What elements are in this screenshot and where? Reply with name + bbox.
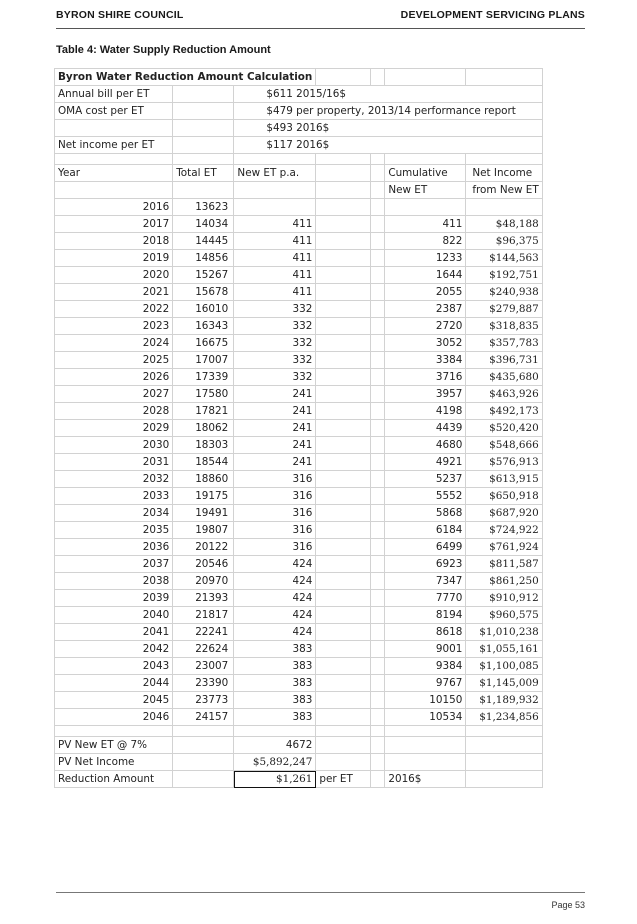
cell-year: 2024 [55,335,173,352]
cell-new-et: 411 [234,216,316,233]
cell-year: 2033 [55,488,173,505]
cell-cumulative-new-et: 9384 [385,658,466,675]
cell-year: 2044 [55,675,173,692]
cell-total-et: 16675 [173,335,234,352]
cell-net-income: $687,920 [466,505,542,522]
cell-total-et: 23390 [173,675,234,692]
cell-new-et: 316 [234,488,316,505]
cell-new-et: 383 [234,709,316,726]
table-row [55,471,543,488]
cell-total-et: 19807 [173,522,234,539]
cell-cumulative-new-et: 3957 [385,386,466,403]
cell-total-et: 14856 [173,250,234,267]
cell-year: 2016 [55,199,173,216]
cell-cumulative-new-et: 10534 [385,709,466,726]
cell-year: 2022 [55,301,173,318]
table-row [55,250,543,267]
cell-new-et: 332 [234,301,316,318]
cell-total-et: 22241 [173,624,234,641]
cell-total-et: 20122 [173,539,234,556]
cell-net-income [466,199,542,216]
cell-cumulative-new-et: 5552 [385,488,466,505]
cell-new-et: 241 [234,454,316,471]
cell-net-income: $861,250 [466,573,542,590]
reduction-amount-label: Reduction Amount [55,771,173,788]
cell-net-income: $724,922 [466,522,542,539]
oma-label: OMA cost per ET [55,103,173,120]
cell-year: 2031 [55,454,173,471]
cell-year: 2039 [55,590,173,607]
cell-net-income: $1,055,161 [466,641,542,658]
cell-net-income: $396,731 [466,352,542,369]
cell-year: 2037 [55,556,173,573]
reduction-unit: per ET [316,771,371,788]
table-row [55,420,543,437]
table-title: Table 4: Water Supply Reduction Amount [56,44,271,56]
table-row [55,709,543,726]
cell-new-et: 424 [234,590,316,607]
cell-total-et: 16343 [173,318,234,335]
cell-new-et: 241 [234,403,316,420]
cell-total-et: 15267 [173,267,234,284]
cell-year: 2025 [55,352,173,369]
cell-year: 2043 [55,658,173,675]
cell-cumulative-new-et: 4921 [385,454,466,471]
cell-cumulative-new-et: 4439 [385,420,466,437]
cell-cumulative-new-et: 4198 [385,403,466,420]
cell-year: 2028 [55,403,173,420]
cell-year: 2040 [55,607,173,624]
table-row [55,641,543,658]
cell-total-et: 18544 [173,454,234,471]
cell-total-et: 18062 [173,420,234,437]
cell-year: 2027 [55,386,173,403]
cell-net-income: $1,100,085 [466,658,542,675]
oma-value: $479 per property, 2013/14 performance report [234,103,542,120]
cell-net-income: $576,913 [466,454,542,471]
table-row [55,216,543,233]
cell-cumulative-new-et: 5868 [385,505,466,522]
table-row [55,454,543,471]
cell-year: 2041 [55,624,173,641]
cell-net-income: $192,751 [466,267,542,284]
pv-net-income-value: $5,892,247 [234,754,316,771]
col-year: Year [55,165,173,182]
table-row [55,352,543,369]
cell-cumulative-new-et: 7770 [385,590,466,607]
col-net-income-2: from New ET [466,182,542,199]
table-row [55,505,543,522]
cell-net-income: $613,915 [466,471,542,488]
cell-new-et: 424 [234,556,316,573]
cell-new-et: 383 [234,658,316,675]
cell-net-income: $96,375 [466,233,542,250]
table-row [55,675,543,692]
cell-cumulative-new-et: 3052 [385,335,466,352]
cell-cumulative-new-et: 822 [385,233,466,250]
cell-total-et: 20546 [173,556,234,573]
cell-new-et: 411 [234,267,316,284]
table-row [55,692,543,709]
cell-year: 2030 [55,437,173,454]
cell-net-income: $910,912 [466,590,542,607]
cell-total-et: 13623 [173,199,234,216]
table-row [55,539,543,556]
table-row [55,522,543,539]
cell-cumulative-new-et: 2720 [385,318,466,335]
cell-total-et: 19491 [173,505,234,522]
cell-new-et: 411 [234,284,316,301]
cell-cumulative-new-et: 4680 [385,437,466,454]
cell-net-income: $240,938 [466,284,542,301]
cell-new-et: 332 [234,335,316,352]
cell-new-et: 424 [234,573,316,590]
cell-new-et: 316 [234,505,316,522]
cell-year: 2036 [55,539,173,556]
cell-net-income: $548,666 [466,437,542,454]
cell-year: 2035 [55,522,173,539]
cell-new-et: 316 [234,522,316,539]
reduction-amount-value: $1,261 [234,771,316,788]
cell-year: 2046 [55,709,173,726]
cell-total-et: 20970 [173,573,234,590]
footer-rule [56,892,585,893]
cell-net-income: $318,835 [466,318,542,335]
cell-year: 2017 [55,216,173,233]
table-row [55,590,543,607]
cell-year: 2038 [55,573,173,590]
col-net-income: Net Income [466,165,542,182]
table-row [55,301,543,318]
cell-net-income: $357,783 [466,335,542,352]
table-row [55,437,543,454]
cell-cumulative-new-et: 2387 [385,301,466,318]
page-number: Page 53 [551,900,585,910]
cell-year: 2021 [55,284,173,301]
cell-new-et: 241 [234,386,316,403]
net-income-label: Net income per ET [55,137,173,154]
pv-new-et-label: PV New ET @ 7% [55,737,173,754]
cell-year: 2020 [55,267,173,284]
cell-total-et: 14034 [173,216,234,233]
header-rule [56,28,585,29]
cell-cumulative-new-et: 6499 [385,539,466,556]
col-cumulative: Cumulative [385,165,466,182]
cell-net-income: $1,010,238 [466,624,542,641]
cell-cumulative-new-et: 5237 [385,471,466,488]
cell-net-income: $435,680 [466,369,542,386]
table-row [55,624,543,641]
cell-year: 2034 [55,505,173,522]
cell-total-et: 16010 [173,301,234,318]
cell-cumulative-new-et: 411 [385,216,466,233]
cell-net-income: $650,918 [466,488,542,505]
cell-cumulative-new-et: 8618 [385,624,466,641]
cell-new-et: 332 [234,369,316,386]
col-cumulative-2: New ET [385,182,466,199]
cell-new-et: 332 [234,318,316,335]
cell-net-income: $1,145,009 [466,675,542,692]
cell-total-et: 21393 [173,590,234,607]
cell-total-et: 19175 [173,488,234,505]
table-row [55,233,543,250]
cell-year: 2026 [55,369,173,386]
table-row [55,318,543,335]
table-row [55,658,543,675]
cell-total-et: 18303 [173,437,234,454]
cell-total-et: 14445 [173,233,234,250]
table-row [55,607,543,624]
cell-net-income: $1,189,932 [466,692,542,709]
cell-year: 2029 [55,420,173,437]
table-row [55,488,543,505]
cell-net-income: $144,563 [466,250,542,267]
cell-year: 2032 [55,471,173,488]
cell-new-et: 316 [234,539,316,556]
table-row [55,369,543,386]
table-row [55,199,543,216]
table-row [55,556,543,573]
pv-new-et-value: 4672 [234,737,316,754]
cell-net-income: $279,887 [466,301,542,318]
oma-value-2016: $493 2016$ [234,120,542,137]
reduction-basis: 2016$ [385,771,466,788]
cell-new-et: 241 [234,420,316,437]
cell-new-et: 424 [234,624,316,641]
cell-new-et: 383 [234,641,316,658]
cell-year: 2045 [55,692,173,709]
cell-cumulative-new-et: 10150 [385,692,466,709]
calc-heading: Byron Water Reduction Amount Calculation [55,69,316,86]
cell-total-et: 17821 [173,403,234,420]
cell-net-income: $1,234,856 [466,709,542,726]
col-new-et: New ET p.a. [234,165,316,182]
cell-cumulative-new-et: 1233 [385,250,466,267]
cell-new-et: 411 [234,250,316,267]
council-name: BYRON SHIRE COUNCIL [56,9,184,21]
cell-new-et: 316 [234,471,316,488]
table-row [55,267,543,284]
cell-new-et [234,199,316,216]
cell-total-et: 24157 [173,709,234,726]
table-row [55,386,543,403]
annual-bill-value: $611 2015/16$ [234,86,542,103]
cell-net-income: $960,575 [466,607,542,624]
table-row [55,403,543,420]
cell-new-et: 411 [234,233,316,250]
cell-new-et: 332 [234,352,316,369]
cell-new-et: 383 [234,675,316,692]
cell-new-et: 383 [234,692,316,709]
cell-year: 2023 [55,318,173,335]
annual-bill-label: Annual bill per ET [55,86,173,103]
cell-cumulative-new-et: 3716 [385,369,466,386]
table-row [55,335,543,352]
cell-year: 2019 [55,250,173,267]
cell-cumulative-new-et: 6923 [385,556,466,573]
cell-total-et: 23773 [173,692,234,709]
table-row [55,573,543,590]
cell-net-income: $463,926 [466,386,542,403]
col-total-et: Total ET [173,165,234,182]
cell-cumulative-new-et: 3384 [385,352,466,369]
cell-cumulative-new-et [385,199,466,216]
table-row [55,284,543,301]
cell-total-et: 21817 [173,607,234,624]
cell-total-et: 22624 [173,641,234,658]
cell-total-et: 23007 [173,658,234,675]
pv-net-income-label: PV Net Income [55,754,173,771]
cell-cumulative-new-et: 8194 [385,607,466,624]
cell-net-income: $48,188 [466,216,542,233]
cell-net-income: $520,420 [466,420,542,437]
cell-net-income: $761,924 [466,539,542,556]
reduction-calculation-table [54,68,543,788]
cell-total-et: 18860 [173,471,234,488]
cell-total-et: 17339 [173,369,234,386]
net-income-value: $117 2016$ [234,137,542,154]
cell-cumulative-new-et: 1644 [385,267,466,284]
cell-cumulative-new-et: 2055 [385,284,466,301]
cell-total-et: 17007 [173,352,234,369]
cell-total-et: 15678 [173,284,234,301]
plan-title: DEVELOPMENT SERVICING PLANS [400,9,585,21]
cell-cumulative-new-et: 6184 [385,522,466,539]
cell-cumulative-new-et: 7347 [385,573,466,590]
cell-net-income: $811,587 [466,556,542,573]
cell-net-income: $492,173 [466,403,542,420]
cell-year: 2042 [55,641,173,658]
cell-total-et: 17580 [173,386,234,403]
cell-cumulative-new-et: 9767 [385,675,466,692]
cell-new-et: 241 [234,437,316,454]
cell-new-et: 424 [234,607,316,624]
cell-cumulative-new-et: 9001 [385,641,466,658]
cell-year: 2018 [55,233,173,250]
